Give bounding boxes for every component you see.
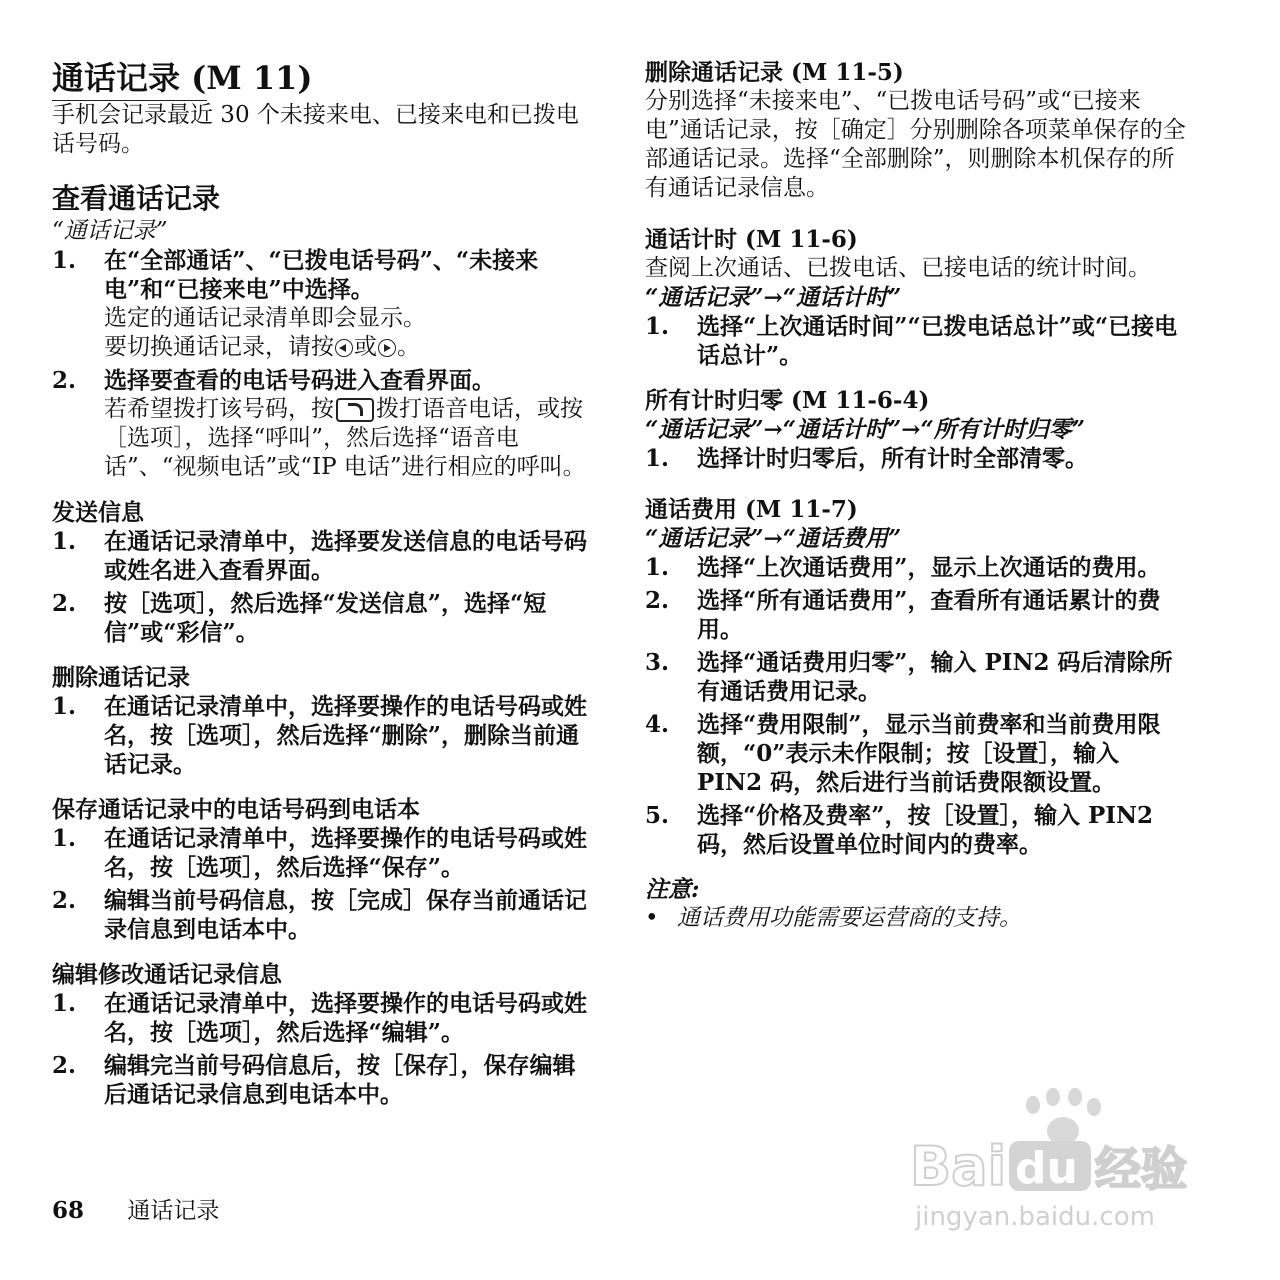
right-column xyxy=(645,58,1190,949)
step-number: 1. xyxy=(52,247,77,274)
step-number: 5. xyxy=(645,802,670,829)
step-text: 在通话记录清单中，选择要操作的电话号码或姓名，按［选项］，然后选择“保存”。 xyxy=(104,825,587,881)
call-log-intro xyxy=(52,58,597,159)
view-heading: 查看通话记录 xyxy=(52,182,221,215)
step-number: 1. xyxy=(645,554,670,581)
cost-path: “通话记录”→“通话费用” xyxy=(645,525,902,552)
list-item xyxy=(52,527,597,585)
timer-path: “通话记录”→“通话计时” xyxy=(645,284,902,311)
right-arrow-key-icon xyxy=(378,339,396,357)
step-subtext xyxy=(104,333,597,362)
send-steps xyxy=(52,527,597,647)
list-item xyxy=(52,886,597,944)
view-call-log-section xyxy=(52,181,597,482)
delete-all-body: 分别选择“未接来电”、“已拨电话号码”或“已接来电”通话记录，按［确定］分别删除各项菜单保存的全部通话记录。选择“全部删除”，则删除本机保存的所有通话记录信息。 xyxy=(645,88,1186,201)
step-text: 按［选项］，然后选择“发送信息”，选择“短信”或“彩信”。 xyxy=(104,590,547,646)
paw-icon xyxy=(1026,1088,1101,1145)
step-text: 选择“所有通话费用”，查看所有通话累计的费用。 xyxy=(697,587,1161,643)
step-subtext-part: 或 xyxy=(354,334,377,360)
step-text: 选择“上次通话时间”“已拨电话总计”或“已接电话总计”。 xyxy=(697,313,1178,369)
timer-body: 查阅上次通话、已拨电话、已接电话的统计时间。 xyxy=(645,255,1151,281)
step-subtext-part: 若希望拨打该号码，按 xyxy=(104,396,334,422)
step-number: 4. xyxy=(645,711,670,738)
intro-text: 手机会记录最近 30 个未接来电、已接来电和已拨电话号码。 xyxy=(52,102,579,157)
edit-call-log-section xyxy=(52,960,597,1109)
note-item xyxy=(645,904,1190,933)
svg-text:du: du xyxy=(1015,1143,1078,1194)
step-number: 1. xyxy=(645,313,670,340)
reset-steps xyxy=(645,444,1190,473)
svg-text:经验: 经验 xyxy=(1095,1142,1187,1196)
step-text: 选择“通话费用归零”，输入 PIN2 码后清除所有通话费用记录。 xyxy=(697,649,1173,705)
footer-section-title: 通话记录 xyxy=(127,1198,220,1224)
step-text: 选择要查看的电话号码进入查看界面。 xyxy=(104,367,495,394)
save-heading: 保存通话记录中的电话号码到电话本 xyxy=(52,796,420,823)
step-number: 2. xyxy=(52,590,77,617)
list-item xyxy=(645,444,1190,473)
svg-text:jingyan.baidu.com: jingyan.baidu.com xyxy=(915,1202,1155,1232)
left-column xyxy=(52,58,597,1125)
step-number: 1. xyxy=(52,528,77,555)
send-heading: 发送信息 xyxy=(52,499,144,526)
list-item xyxy=(52,1051,597,1109)
step-text: 编辑完当前号码信息后，按［保存］，保存编辑后通话记录信息到电话本中。 xyxy=(104,1052,576,1108)
delete-heading: 删除通话记录 xyxy=(52,664,190,691)
reset-path: “通话记录”→“通话计时”→“所有计时归零” xyxy=(645,416,1085,443)
timer-steps xyxy=(645,312,1190,370)
list-item xyxy=(52,246,597,362)
reset-heading: 所有计时归零 (M 11-6-4) xyxy=(645,387,930,414)
list-item xyxy=(52,989,597,1047)
delete-all-heading: 删除通话记录 (M 11-5) xyxy=(645,59,904,86)
step-text: 在通话记录清单中，选择要发送信息的电话号码或姓名进入查看界面。 xyxy=(104,528,587,584)
step-number: 2. xyxy=(52,367,77,394)
list-item xyxy=(52,589,597,647)
list-item xyxy=(52,692,597,779)
step-number: 2. xyxy=(52,1052,77,1079)
page-title: 通话记录 (M 11) xyxy=(52,59,313,97)
step-text: 在通话记录清单中，选择要操作的电话号码或姓名，按［选项］，然后选择“编辑”。 xyxy=(104,990,587,1046)
step-number: 2. xyxy=(645,587,670,614)
edit-heading: 编辑修改通话记录信息 xyxy=(52,961,282,988)
step-text: 选择“费用限制”，显示当前费率和当前费用限额，“0”表示未作限制；按［设置］，输入 PIN2 码，然后进行当前话费限额设置。 xyxy=(697,711,1161,796)
left-arrow-key-icon xyxy=(335,339,353,357)
edit-steps xyxy=(52,989,597,1109)
note-text: 通话费用功能需要运营商的支持。 xyxy=(677,905,1022,931)
call-timer-section xyxy=(645,225,1190,370)
svg-text:Bai: Bai xyxy=(910,1135,1007,1198)
step-subtext xyxy=(104,395,597,482)
call-cost-section xyxy=(645,495,1190,859)
list-item xyxy=(645,648,1190,706)
send-message-section xyxy=(52,498,597,647)
bullet-icon: • xyxy=(645,905,659,931)
step-text: 在通话记录清单中，选择要操作的电话号码或姓名，按［选项］，然后选择“删除”，删除当前通话记录。 xyxy=(104,693,587,778)
view-path: “通话记录” xyxy=(52,218,168,244)
save-number-section xyxy=(52,795,597,944)
save-steps xyxy=(52,824,597,944)
timer-heading: 通话计时 (M 11-6) xyxy=(645,226,858,253)
list-item xyxy=(645,586,1190,644)
list-item xyxy=(645,553,1190,582)
page-number: 68 xyxy=(52,1197,85,1224)
reset-timer-section xyxy=(645,386,1190,473)
list-item xyxy=(645,801,1190,859)
step-subtext-part: 拨打语音电话，或按［选项］，选择“呼叫”，然后选择“语音电话”、“视频电话”或“IP 电话”进行相应的呼叫。 xyxy=(104,396,586,480)
baidu-jingyan-watermark xyxy=(905,1085,1205,1235)
list-item xyxy=(52,824,597,882)
step-text: 选择“价格及费率”，按［设置］，输入 PIN2 码，然后设置单位时间内的费率。 xyxy=(697,802,1154,858)
step-text: 在“全部通话”、“已拨电话号码”、“未接来电”和“已接来电”中选择。 xyxy=(104,247,539,303)
note-label: 注意: xyxy=(645,876,700,903)
list-item xyxy=(645,710,1190,797)
step-text: 选择计时归零后，所有计时全部清零。 xyxy=(697,445,1088,472)
note-section xyxy=(645,875,1190,933)
cost-steps xyxy=(645,553,1190,859)
step-text: 编辑当前号码信息，按［完成］保存当前通话记录信息到电话本中。 xyxy=(104,887,587,943)
cost-heading: 通话费用 (M 11-7) xyxy=(645,496,858,523)
step-number: 1. xyxy=(52,693,77,720)
step-number: 1. xyxy=(52,990,77,1017)
delete-all-section xyxy=(645,58,1190,203)
step-subtext: 选定的通话记录清单即会显示。 xyxy=(104,305,426,331)
step-number: 1. xyxy=(645,445,670,472)
step-subtext-part: 。 xyxy=(397,334,420,360)
step-number: 1. xyxy=(52,825,77,852)
list-item xyxy=(645,312,1190,370)
delete-steps xyxy=(52,692,597,779)
step-text: 选择“上次通话费用”，显示上次通话的费用。 xyxy=(697,554,1161,581)
step-subtext-part: 要切换通话记录，请按 xyxy=(104,334,334,360)
step-number: 2. xyxy=(52,887,77,914)
step-number: 3. xyxy=(645,649,670,676)
call-key-icon xyxy=(336,398,374,422)
delete-call-log-section xyxy=(52,663,597,779)
list-item xyxy=(52,366,597,482)
view-steps xyxy=(52,246,597,482)
page-footer xyxy=(52,1196,219,1226)
